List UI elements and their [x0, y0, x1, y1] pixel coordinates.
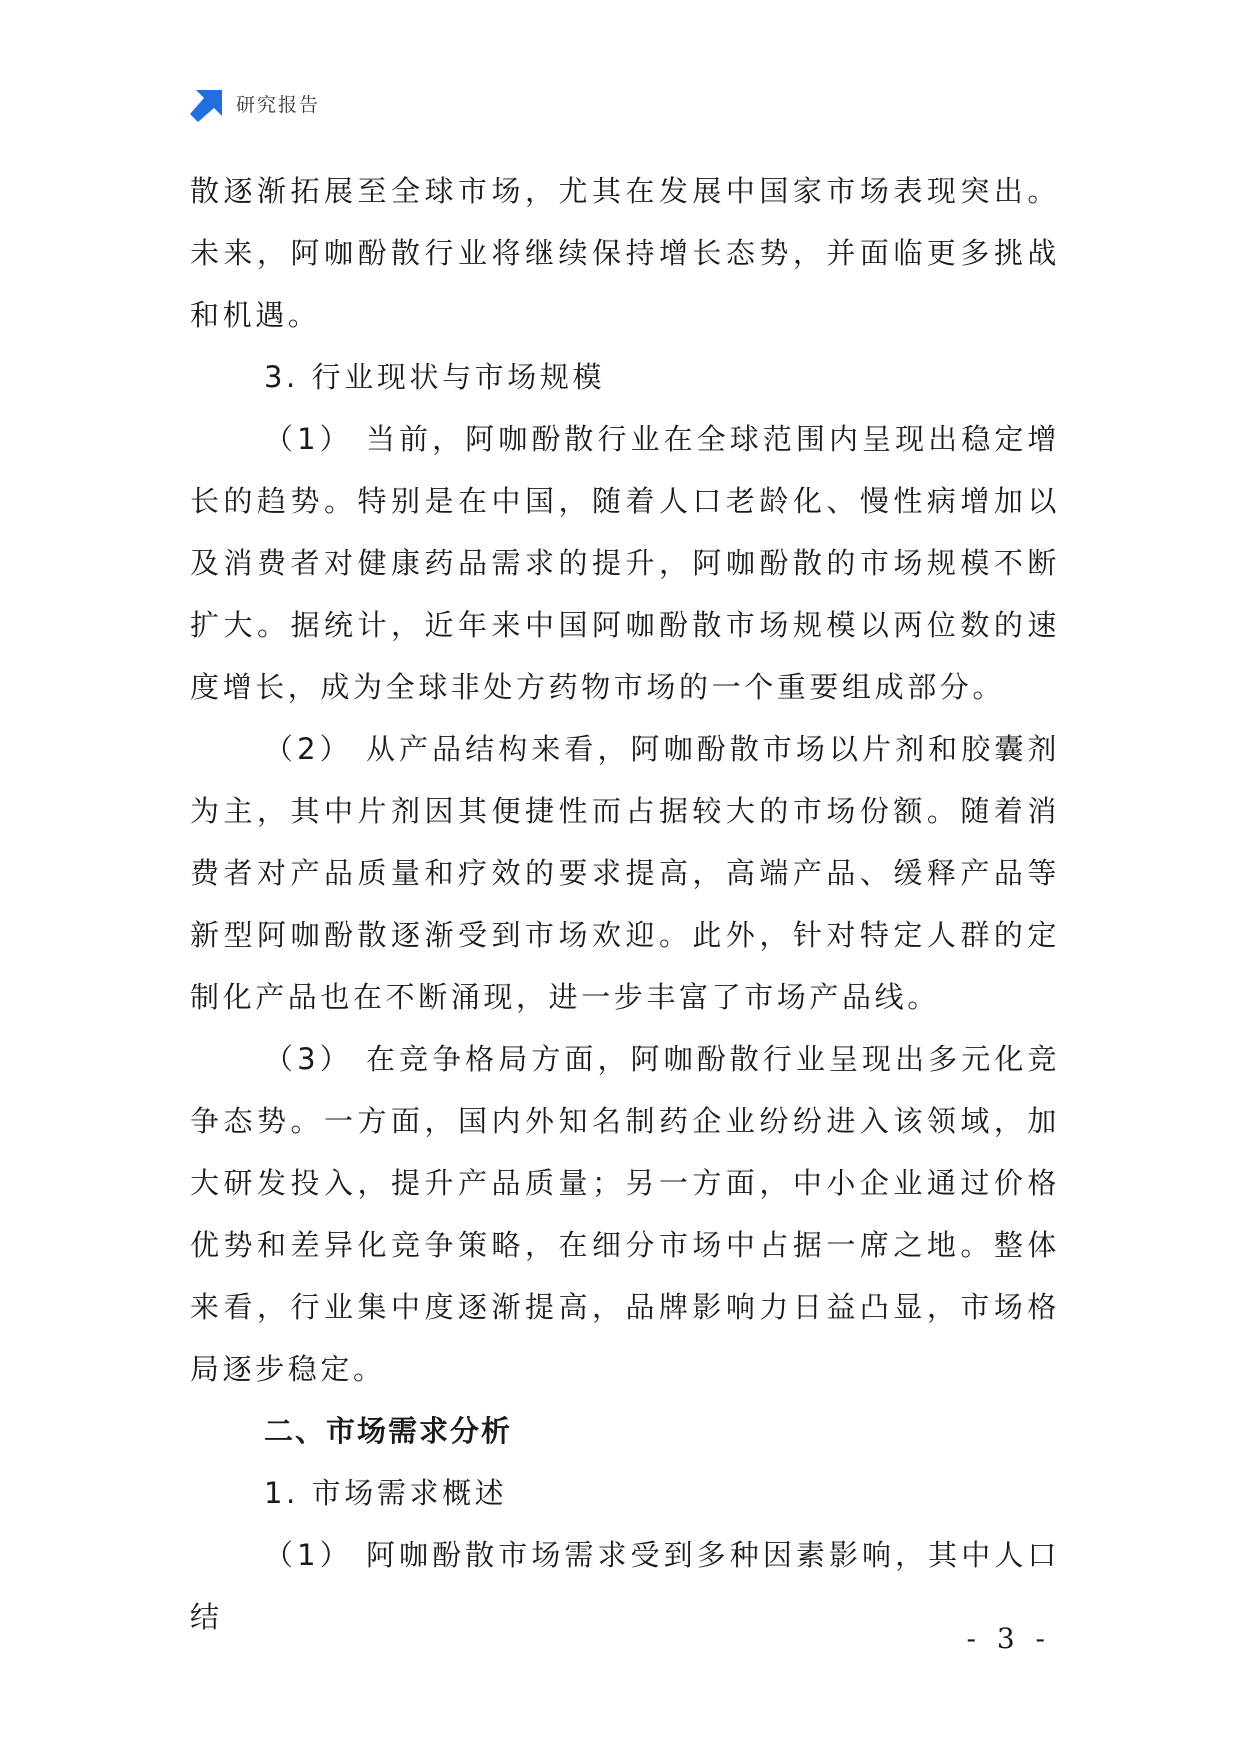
page-number: - 3 -: [966, 1622, 1051, 1655]
document-body: [190, 160, 1060, 1648]
section-heading-1: 1. 市场需求概述: [264, 1476, 508, 1510]
chapter-heading-2: 二、市场需求分析: [264, 1414, 513, 1448]
paragraph-3-2: （2） 从产品结构来看，阿咖酚散市场以片剂和胶囊剂为主，其中片剂因其便捷性而占据较大的市场份额。随着消费者对产品质量和疗效的要求提高，高端产品、缓释产品等新型阿咖酚散逐渐受到市场欢迎。此外，针对特定人群的定制化产品也在不断涌现，进一步丰富了市场产品线。: [190, 732, 1060, 1014]
section-heading-3: 3. 行业现状与市场规模: [264, 360, 606, 394]
paragraph-3-3: （3） 在竞争格局方面，阿咖酚散行业呈现出多元化竞争态势。一方面，国内外知名制药企业纷纷进入该领域，加大研发投入，提升产品质量；另一方面，中小企业通过价格优势和差异化竞争策略，在细分市场中占据一席之地。整体来看，行业集中度逐渐提高，品牌影响力日益凸显，市场格局逐步稳定。: [190, 1042, 1060, 1386]
paragraph-3-1: （1） 当前，阿咖酚散行业在全球范围内呈现出稳定增长的趋势。特别是在中国，随着人口老龄化、慢性病增加以及消费者对健康药品需求的提升，阿咖酚散的市场规模不断扩大。据统计，近年来中国阿咖酚散市场规模以两位数的速度增长，成为全球非处方药物市场的一个重要组成部分。: [190, 422, 1060, 704]
paragraph-1-1: （1） 阿咖酚散市场需求受到多种因素影响，其中人口结: [190, 1538, 1060, 1634]
arrow-up-right-icon: [190, 88, 224, 122]
header-title: 研究报告: [236, 94, 321, 116]
report-header: [190, 88, 320, 122]
paragraph-intro: 散逐渐拓展至全球市场，尤其在发展中国家市场表现突出。未来，阿咖酚散行业将继续保持增长态势，并面临更多挑战和机遇。: [190, 174, 1060, 332]
